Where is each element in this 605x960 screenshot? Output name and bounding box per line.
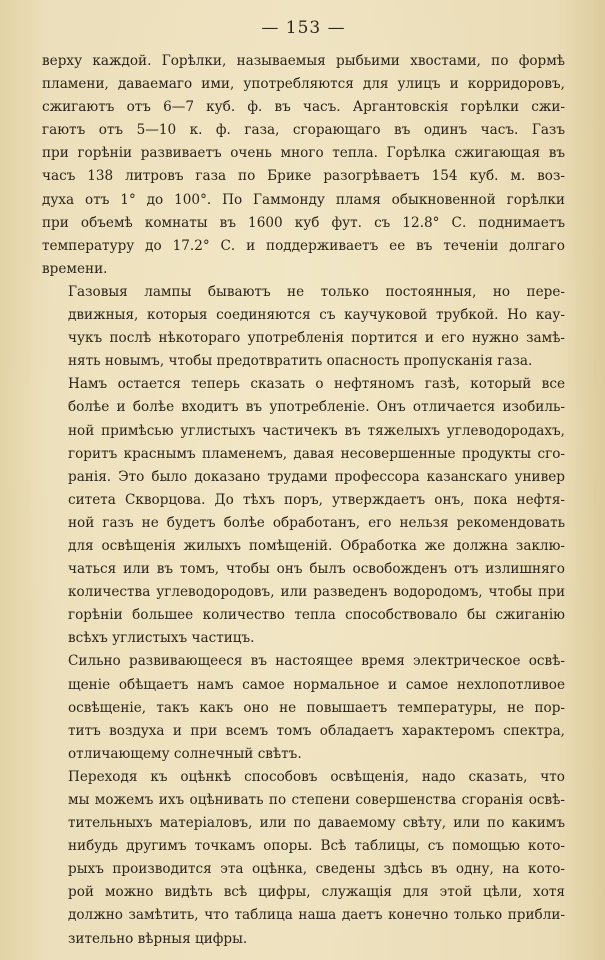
text-line: чаться или въ томъ, чтобы онъ былъ освобожденъ отъ излишняго	[68, 561, 565, 578]
text-line: рыхъ производится эта оцѣнка, сведены здѣсь въ одну, на кото-	[68, 861, 565, 878]
page-number: — 153 —	[261, 18, 346, 38]
text-line: всѣхъ углистыхъ частицъ.	[68, 630, 255, 647]
text-line: чукъ послѣ нѣкотораго употребленія портится и его нужно замѣ-	[68, 330, 565, 347]
text-line: времени.	[42, 260, 108, 277]
page-body	[42, 50, 565, 951]
text-line: при объемѣ комнаты въ 1600 куб фут. съ 12.8° С. поднимаетъ	[42, 214, 565, 231]
paragraph-electric-light	[42, 650, 565, 765]
text-line: духа отъ 1° до 100°. По Гаммонду пламя обыкновенной горѣлки	[42, 191, 565, 208]
text-line: ной примѣсью углистыхъ частичекъ въ тяжелыхъ углеводородахъ,	[68, 422, 565, 439]
text-line: пламени, даваемаго ими, употребляются для улицъ и корридоровъ,	[42, 76, 565, 93]
text-line: Переходя къ оцѣнкѣ способовъ освѣщенія, надо сказать, что	[68, 768, 565, 785]
text-line: рой можно видѣть всѣ цифры, служащія для этой цѣли, хотя	[68, 884, 565, 901]
text-line: ранія. Это было доказано трудами профессора казанскаго универ	[68, 468, 565, 485]
text-line: количества углеводородовъ, или разведенъ водородомъ, чтобы при	[68, 584, 565, 601]
text-line: верху каждой. Горѣлки, называемыя рыбьими хвостами, по формѣ	[42, 53, 565, 69]
text-line: ной газъ не будетъ болѣе обработанъ, его нельзя рекомендовать	[68, 514, 565, 531]
text-line: ситета Скворцова. До тѣхъ поръ, утверждаетъ онъ, пока нефтя-	[68, 491, 565, 508]
text-line: тительныхъ матеріаловъ, или по даваемому свѣту, или по какимъ	[68, 815, 565, 832]
text-line: Газовыя лампы бываютъ не только постоянныя, но пере-	[68, 283, 565, 300]
text-line: горѣніи большее количество тепла способствовало бы сжиганію	[68, 607, 565, 624]
text-line: горитъ краснымъ пламенемъ, давая несовершенные продукты сго-	[68, 445, 565, 462]
text-line: Намъ остается теперь сказать о нефтяномъ газѣ, который все	[68, 376, 565, 393]
text-line: зительно вѣрныя цифры.	[68, 930, 248, 947]
text-line: щеніе обѣщаетъ намъ самое нормальное и самое нехлопотливое	[68, 676, 565, 693]
text-line: для освѣщенія жилыхъ помѣщеній. Обработка же должна заклю-	[68, 537, 565, 554]
text-line: сжигаютъ отъ 6—7 куб. ф. въ часъ. Аргантовскія горѣлки сжи-	[42, 99, 565, 116]
text-line: температуру до 17.2° С. и поддерживаетъ ее въ теченіи долгаго	[42, 237, 565, 254]
text-line: нять новымъ, чтобы предотвратить опасность пропусканія газа.	[68, 353, 533, 370]
text-line: Сильно развивающееся въ настоящее время электрическое освѣ-	[68, 653, 565, 670]
text-line: болѣе и болѣе входитъ въ употребленіе. Онъ отличается изобиль-	[68, 399, 565, 416]
text-line: при горѣніи развиваетъ очень много тепла. Горѣлка сжигающая въ	[42, 145, 565, 162]
text-line: отличающему солнечный свѣтъ.	[68, 745, 302, 762]
text-line: гаютъ отъ 5—10 к. ф. газа, сгорающаго въ одинъ часъ. Газъ	[42, 122, 565, 139]
text-line: освѣщеніе, такъ какъ оно не повышаетъ температуры, не пор-	[68, 699, 565, 716]
text-line: часъ 138 литровъ газа по Брике разогрѣваетъ 154 куб. м. воз-	[42, 168, 565, 185]
paragraph-oil-gas	[42, 373, 565, 650]
text-line: нибудь другимъ точкамъ опоры. Всѣ таблицы, съ помощью кото-	[68, 838, 565, 855]
text-line: должно замѣтить, что таблица наша даетъ конечно только прибли-	[68, 907, 565, 924]
paragraph-gas-lamps	[42, 281, 565, 373]
paragraph-evaluation	[42, 766, 565, 951]
text-line: титъ воздуха и при всемъ томъ обладаетъ характеромъ спектра,	[68, 722, 565, 739]
text-line: движныя, которыя соединяются съ каучуковой трубкой. Но кау-	[68, 307, 565, 324]
text-line: мы можемъ ихъ оцѣнивать по степени совершенства сгоранія освѣ-	[68, 792, 565, 808]
paragraph-gas-burners	[42, 50, 565, 281]
